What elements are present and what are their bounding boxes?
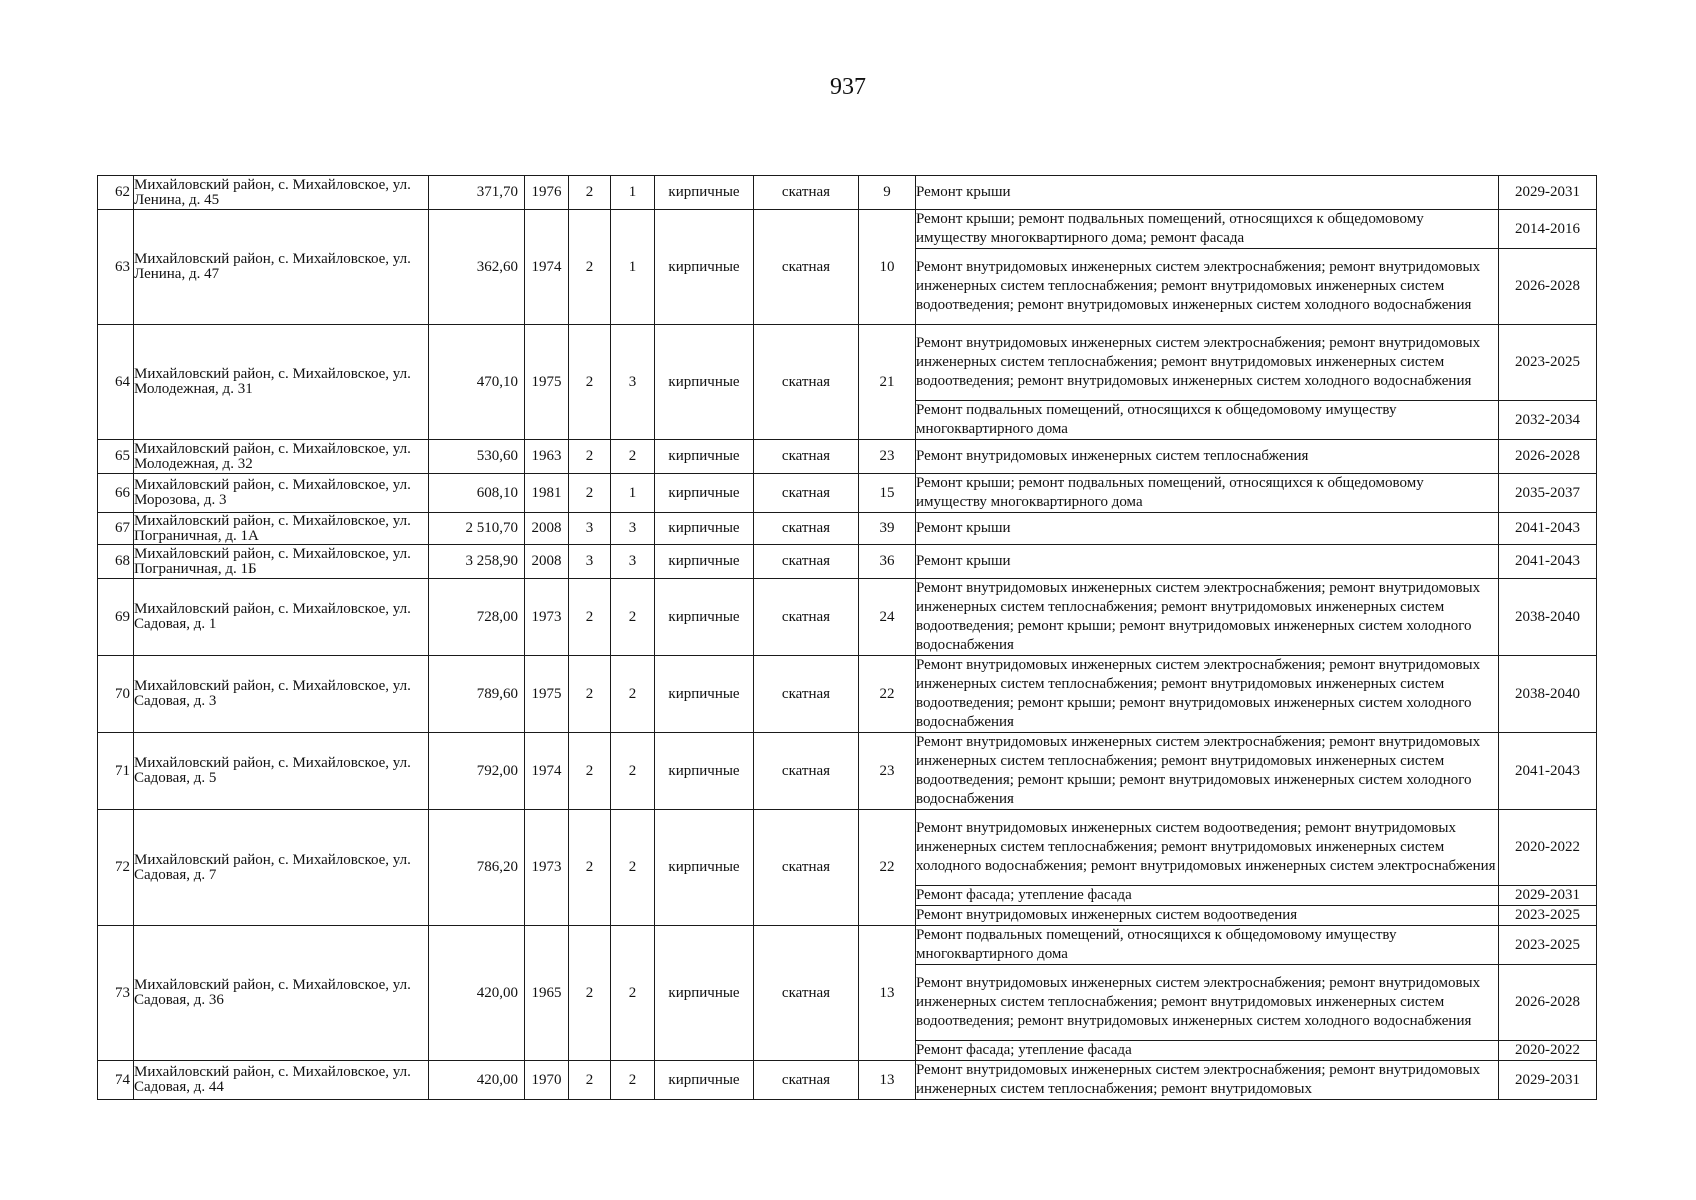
repair-work-cell: Ремонт внутридомовых инженерных систем электроснабжения; ремонт внутридомовых инженерных систем теплоснабжения; ремонт внутридомовых (916, 1061, 1499, 1100)
table-row (98, 513, 1597, 545)
area-cell: 2 510,70 (429, 513, 525, 545)
residents-cell: 15 (859, 474, 916, 513)
residents-cell: 23 (859, 733, 916, 810)
address-cell: Михайловский район, с. Михайловское, ул. Молодежная, д. 31 (134, 325, 429, 440)
year-cell: 1963 (525, 440, 569, 474)
floors-cell: 2 (569, 176, 611, 210)
repair-work-cell: Ремонт внутридомовых инженерных систем электроснабжения; ремонт внутридомовых инженерных систем теплоснабжения; ремонт внутридомовых инженерных систем водоотведения; ремонт крыши; ремонт внутридомовых инженерных систем холодного водоснабжения (916, 656, 1499, 733)
wall-material-cell: кирпичные (655, 810, 754, 926)
repair-period-cell: 2026-2028 (1499, 249, 1597, 325)
roof-type-cell: скатная (754, 440, 859, 474)
table-row (98, 810, 1597, 886)
entrances-cell: 3 (611, 513, 655, 545)
repair-work-cell: Ремонт внутридомовых инженерных систем электроснабжения; ремонт внутридомовых инженерных систем теплоснабжения; ремонт внутридомовых инженерных систем водоотведения; ремонт крыши; ремонт внутридомовых инженерных систем холодного водоснабжения (916, 733, 1499, 810)
wall-material-cell: кирпичные (655, 474, 754, 513)
repair-work-cell: Ремонт внутридомовых инженерных систем водоотведения (916, 906, 1499, 926)
repair-period-cell: 2032-2034 (1499, 401, 1597, 440)
repair-period-cell: 2029-2031 (1499, 176, 1597, 210)
roof-type-cell: скатная (754, 926, 859, 1061)
residents-cell: 23 (859, 440, 916, 474)
repair-period-cell: 2029-2031 (1499, 1061, 1597, 1100)
wall-material-cell: кирпичные (655, 656, 754, 733)
area-cell: 786,20 (429, 810, 525, 926)
wall-material-cell: кирпичные (655, 579, 754, 656)
address-cell: Михайловский район, с. Михайловское, ул. Садовая, д. 1 (134, 579, 429, 656)
repair-period-cell: 2023-2025 (1499, 926, 1597, 965)
area-cell: 420,00 (429, 926, 525, 1061)
row-number-cell: 73 (98, 926, 134, 1061)
area-cell: 792,00 (429, 733, 525, 810)
year-cell: 2008 (525, 513, 569, 545)
roof-type-cell: скатная (754, 210, 859, 325)
floors-cell: 2 (569, 656, 611, 733)
repair-work-cell: Ремонт внутридомовых инженерных систем электроснабжения; ремонт внутридомовых инженерных систем теплоснабжения; ремонт внутридомовых инженерных систем водоотведения; ремонт внутридомовых инженерных систем холодного водоснабжения (916, 965, 1499, 1041)
row-number-cell: 68 (98, 545, 134, 579)
address-cell: Михайловский район, с. Михайловское, ул. Садовая, д. 36 (134, 926, 429, 1061)
row-number-cell: 66 (98, 474, 134, 513)
residents-cell: 21 (859, 325, 916, 440)
repair-work-cell: Ремонт внутридомовых инженерных систем электроснабжения; ремонт внутридомовых инженерных систем теплоснабжения; ремонт внутридомовых инженерных систем водоотведения; ремонт внутридомовых инженерных систем холодного водоснабжения (916, 325, 1499, 401)
row-number-cell: 69 (98, 579, 134, 656)
year-cell: 1975 (525, 325, 569, 440)
housing-repair-table (97, 175, 1597, 1100)
entrances-cell: 1 (611, 210, 655, 325)
repair-period-cell: 2038-2040 (1499, 656, 1597, 733)
repair-period-cell: 2014-2016 (1499, 210, 1597, 249)
repair-period-cell: 2035-2037 (1499, 474, 1597, 513)
wall-material-cell: кирпичные (655, 440, 754, 474)
entrances-cell: 2 (611, 733, 655, 810)
year-cell: 1973 (525, 579, 569, 656)
table-row (98, 210, 1597, 249)
roof-type-cell: скатная (754, 656, 859, 733)
page-number: 937 (830, 74, 866, 100)
repair-work-cell: Ремонт крыши (916, 176, 1499, 210)
row-number-cell: 65 (98, 440, 134, 474)
address-cell: Михайловский район, с. Михайловское, ул. Ленина, д. 45 (134, 176, 429, 210)
entrances-cell: 2 (611, 579, 655, 656)
roof-type-cell: скатная (754, 579, 859, 656)
wall-material-cell: кирпичные (655, 210, 754, 325)
repair-work-cell: Ремонт крыши; ремонт подвальных помещений, относящихся к общедомовому имуществу многоквартирного дома (916, 474, 1499, 513)
roof-type-cell: скатная (754, 545, 859, 579)
residents-cell: 13 (859, 1061, 916, 1100)
wall-material-cell: кирпичные (655, 926, 754, 1061)
wall-material-cell: кирпичные (655, 1061, 754, 1100)
row-number-cell: 64 (98, 325, 134, 440)
residents-cell: 22 (859, 810, 916, 926)
address-cell: Михайловский район, с. Михайловское, ул. Садовая, д. 7 (134, 810, 429, 926)
roof-type-cell: скатная (754, 733, 859, 810)
row-number-cell: 72 (98, 810, 134, 926)
repair-work-cell: Ремонт фасада; утепление фасада (916, 886, 1499, 906)
address-cell: Михайловский район, с. Михайловское, ул. Морозова, д. 3 (134, 474, 429, 513)
roof-type-cell: скатная (754, 513, 859, 545)
year-cell: 1975 (525, 656, 569, 733)
roof-type-cell: скатная (754, 1061, 859, 1100)
repair-work-cell: Ремонт подвальных помещений, относящихся к общедомовому имуществу многоквартирного дома (916, 401, 1499, 440)
area-cell: 728,00 (429, 579, 525, 656)
row-number-cell: 74 (98, 1061, 134, 1100)
wall-material-cell: кирпичные (655, 733, 754, 810)
year-cell: 1970 (525, 1061, 569, 1100)
floors-cell: 2 (569, 325, 611, 440)
table-row (98, 656, 1597, 733)
area-cell: 608,10 (429, 474, 525, 513)
row-number-cell: 63 (98, 210, 134, 325)
table-row (98, 440, 1597, 474)
repair-work-cell: Ремонт внутридомовых инженерных систем теплоснабжения (916, 440, 1499, 474)
repair-period-cell: 2026-2028 (1499, 440, 1597, 474)
table-row (98, 579, 1597, 656)
year-cell: 1974 (525, 733, 569, 810)
address-cell: Михайловский район, с. Михайловское, ул. Пограничная, д. 1А (134, 513, 429, 545)
address-cell: Михайловский район, с. Михайловское, ул. Пограничная, д. 1Б (134, 545, 429, 579)
area-cell: 470,10 (429, 325, 525, 440)
year-cell: 1974 (525, 210, 569, 325)
year-cell: 2008 (525, 545, 569, 579)
repair-period-cell: 2041-2043 (1499, 733, 1597, 810)
entrances-cell: 2 (611, 926, 655, 1061)
entrances-cell: 2 (611, 810, 655, 926)
repair-period-cell: 2020-2022 (1499, 810, 1597, 886)
roof-type-cell: скатная (754, 474, 859, 513)
area-cell: 420,00 (429, 1061, 525, 1100)
repair-work-cell: Ремонт внутридомовых инженерных систем водоотведения; ремонт внутридомовых инженерных систем теплоснабжения; ремонт внутридомовых инженерных систем холодного водоснабжения; ремонт внутридомовых инженерных систем электроснабжения (916, 810, 1499, 886)
residents-cell: 39 (859, 513, 916, 545)
table-row (98, 926, 1597, 965)
address-cell: Михайловский район, с. Михайловское, ул. Садовая, д. 44 (134, 1061, 429, 1100)
residents-cell: 10 (859, 210, 916, 325)
floors-cell: 3 (569, 545, 611, 579)
table-row (98, 176, 1597, 210)
address-cell: Михайловский район, с. Михайловское, ул. Ленина, д. 47 (134, 210, 429, 325)
area-cell: 789,60 (429, 656, 525, 733)
area-cell: 530,60 (429, 440, 525, 474)
address-cell: Михайловский район, с. Михайловское, ул. Садовая, д. 3 (134, 656, 429, 733)
row-number-cell: 67 (98, 513, 134, 545)
repair-period-cell: 2023-2025 (1499, 906, 1597, 926)
floors-cell: 2 (569, 810, 611, 926)
table-row (98, 1061, 1597, 1100)
row-number-cell: 62 (98, 176, 134, 210)
residents-cell: 22 (859, 656, 916, 733)
year-cell: 1976 (525, 176, 569, 210)
row-number-cell: 70 (98, 656, 134, 733)
residents-cell: 36 (859, 545, 916, 579)
repair-work-cell: Ремонт крыши; ремонт подвальных помещений, относящихся к общедомовому имуществу многоквартирного дома; ремонт фасада (916, 210, 1499, 249)
repair-work-cell: Ремонт внутридомовых инженерных систем электроснабжения; ремонт внутридомовых инженерных систем теплоснабжения; ремонт внутридомовых инженерных систем водоотведения; ремонт внутридомовых инженерных систем холодного водоснабжения (916, 249, 1499, 325)
wall-material-cell: кирпичные (655, 176, 754, 210)
residents-cell: 13 (859, 926, 916, 1061)
area-cell: 362,60 (429, 210, 525, 325)
roof-type-cell: скатная (754, 176, 859, 210)
entrances-cell: 1 (611, 176, 655, 210)
table-row (98, 733, 1597, 810)
entrances-cell: 2 (611, 656, 655, 733)
address-cell: Михайловский район, с. Михайловское, ул. Молодежная, д. 32 (134, 440, 429, 474)
repair-period-cell: 2041-2043 (1499, 513, 1597, 545)
table-body (98, 176, 1597, 1100)
repair-period-cell: 2029-2031 (1499, 886, 1597, 906)
repair-work-cell: Ремонт подвальных помещений, относящихся к общедомовому имуществу многоквартирного дома (916, 926, 1499, 965)
table-row (98, 325, 1597, 401)
year-cell: 1973 (525, 810, 569, 926)
floors-cell: 3 (569, 513, 611, 545)
floors-cell: 2 (569, 733, 611, 810)
repair-work-cell: Ремонт внутридомовых инженерных систем электроснабжения; ремонт внутридомовых инженерных систем теплоснабжения; ремонт внутридомовых инженерных систем водоотведения; ремонт крыши; ремонт внутридомовых инженерных систем холодного водоснабжения (916, 579, 1499, 656)
year-cell: 1981 (525, 474, 569, 513)
entrances-cell: 1 (611, 474, 655, 513)
table-row (98, 474, 1597, 513)
roof-type-cell: скатная (754, 325, 859, 440)
residents-cell: 24 (859, 579, 916, 656)
entrances-cell: 2 (611, 1061, 655, 1100)
repair-period-cell: 2038-2040 (1499, 579, 1597, 656)
entrances-cell: 3 (611, 545, 655, 579)
row-number-cell: 71 (98, 733, 134, 810)
table-row (98, 545, 1597, 579)
floors-cell: 2 (569, 1061, 611, 1100)
repair-work-cell: Ремонт крыши (916, 545, 1499, 579)
year-cell: 1965 (525, 926, 569, 1061)
floors-cell: 2 (569, 474, 611, 513)
wall-material-cell: кирпичные (655, 513, 754, 545)
floors-cell: 2 (569, 926, 611, 1061)
entrances-cell: 3 (611, 325, 655, 440)
floors-cell: 2 (569, 579, 611, 656)
repair-period-cell: 2020-2022 (1499, 1041, 1597, 1061)
entrances-cell: 2 (611, 440, 655, 474)
floors-cell: 2 (569, 210, 611, 325)
wall-material-cell: кирпичные (655, 545, 754, 579)
roof-type-cell: скатная (754, 810, 859, 926)
repair-period-cell: 2041-2043 (1499, 545, 1597, 579)
repair-work-cell: Ремонт крыши (916, 513, 1499, 545)
area-cell: 3 258,90 (429, 545, 525, 579)
residents-cell: 9 (859, 176, 916, 210)
area-cell: 371,70 (429, 176, 525, 210)
floors-cell: 2 (569, 440, 611, 474)
repair-period-cell: 2026-2028 (1499, 965, 1597, 1041)
repair-period-cell: 2023-2025 (1499, 325, 1597, 401)
address-cell: Михайловский район, с. Михайловское, ул. Садовая, д. 5 (134, 733, 429, 810)
wall-material-cell: кирпичные (655, 325, 754, 440)
repair-work-cell: Ремонт фасада; утепление фасада (916, 1041, 1499, 1061)
